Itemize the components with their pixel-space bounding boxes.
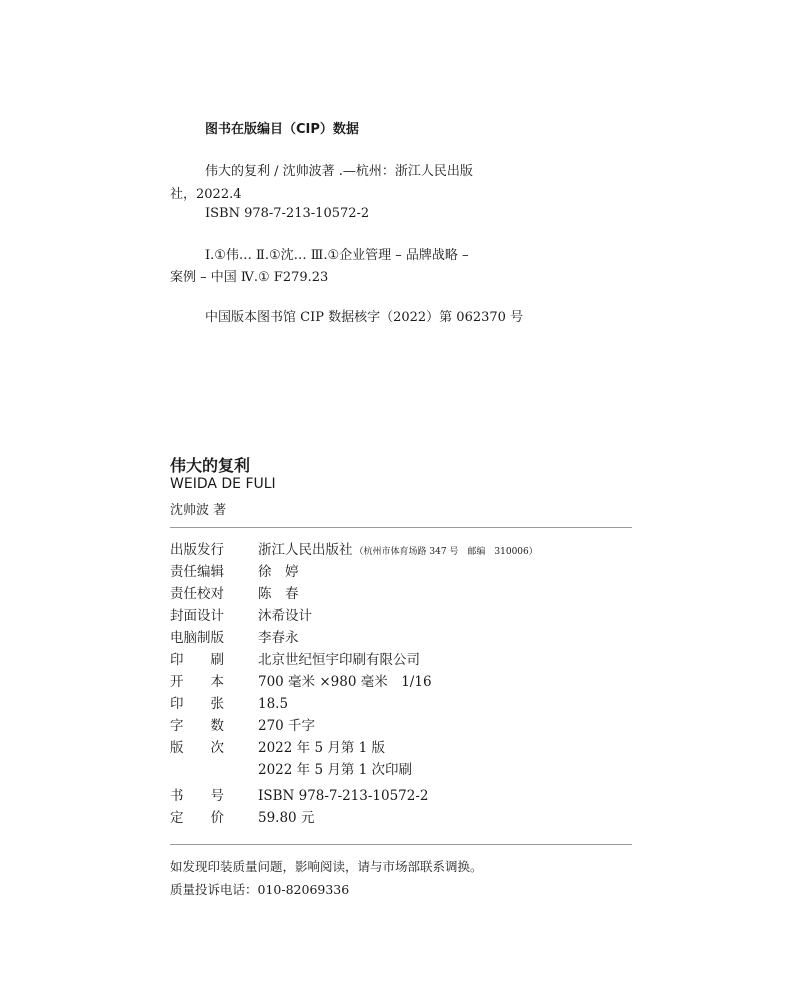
cip-record-number: 中国版本图书馆 CIP 数据核字（2022）第 062370 号 <box>205 310 524 325</box>
cip-entry-line: 社，2022.4 <box>170 187 242 202</box>
publisher-address: （杭州市体育场路 347 号 邮编 310006） <box>354 547 538 557</box>
imprint-label: 出版发行 <box>170 542 224 558</box>
imprint-row-format <box>170 672 432 692</box>
cip-entry-line: 伟大的复利 / 沈帅波著 .—杭州：浙江人民出版 <box>205 164 473 179</box>
book-author: 沈帅波 著 <box>170 503 227 518</box>
divider-top <box>170 527 632 528</box>
imprint-value: 2022 年 5 月第 1 版 <box>258 740 385 756</box>
book-title: 伟大的复利 <box>170 456 251 475</box>
imprint-value: 沐希设计 <box>258 608 312 624</box>
imprint-row-price <box>170 808 314 828</box>
cip-subject-line: 案例 – 中国 Ⅳ.① F279.23 <box>170 270 329 285</box>
cip-heading: 图书在版编目（CIP）数据 <box>205 122 359 137</box>
imprint-label: 责任编辑 <box>170 564 224 580</box>
imprint-value: 59.80 元 <box>258 810 315 826</box>
cip-isbn: ISBN 978-7-213-10572-2 <box>205 206 370 221</box>
imprint-row-typesetting <box>170 628 299 648</box>
imprint-row-sheets <box>170 694 288 714</box>
imprint-value: ISBN 978-7-213-10572-2 <box>258 788 429 804</box>
imprint-label: 印 张 <box>170 696 224 712</box>
imprint-label: 字 数 <box>170 718 224 734</box>
imprint-row-editor <box>170 562 299 582</box>
quality-notice: 如发现印装质量问题，影响阅读，请与市场部联系调换。 <box>170 859 483 874</box>
imprint-label: 责任校对 <box>170 586 224 602</box>
imprint-row-edition <box>170 738 385 758</box>
imprint-row-printing <box>170 760 412 780</box>
cip-subject-line: Ⅰ.①伟… Ⅱ.①沈… Ⅲ.①企业管理 – 品牌战略 – <box>205 248 469 263</box>
imprint-label: 电脑制版 <box>170 630 224 646</box>
complaint-hotline: 质量投诉电话：010-82069336 <box>170 882 350 897</box>
imprint-label: 版 次 <box>170 740 224 756</box>
imprint-value: 18.5 <box>258 696 289 712</box>
imprint-row-printer <box>170 650 420 670</box>
book-pinyin: WEIDA DE FULI <box>170 476 276 492</box>
imprint-label: 定 价 <box>170 810 224 826</box>
divider-bottom <box>170 844 632 845</box>
imprint-row-word-count <box>170 716 315 736</box>
imprint-value: 陈 春 <box>258 586 299 602</box>
imprint-value: 浙江人民出版社 <box>258 542 353 558</box>
imprint-value: 北京世纪恒宇印刷有限公司 <box>258 652 420 668</box>
imprint-label: 开 本 <box>170 674 224 690</box>
imprint-row-cover-design <box>170 606 312 626</box>
imprint-row-isbn <box>170 786 429 806</box>
imprint-row-proofreader <box>170 584 299 604</box>
imprint-label: 封面设计 <box>170 608 224 624</box>
imprint-value: 徐 婷 <box>258 564 299 580</box>
imprint-value: 李春永 <box>258 630 299 646</box>
imprint-value: 2022 年 5 月第 1 次印刷 <box>258 762 412 778</box>
imprint-value: 700 毫米 ×980 毫米 1/16 <box>258 674 432 690</box>
imprint-label: 书 号 <box>170 788 224 804</box>
imprint-row-publisher <box>170 540 538 560</box>
imprint-label: 印 刷 <box>170 652 224 668</box>
imprint-value: 270 千字 <box>258 718 316 734</box>
